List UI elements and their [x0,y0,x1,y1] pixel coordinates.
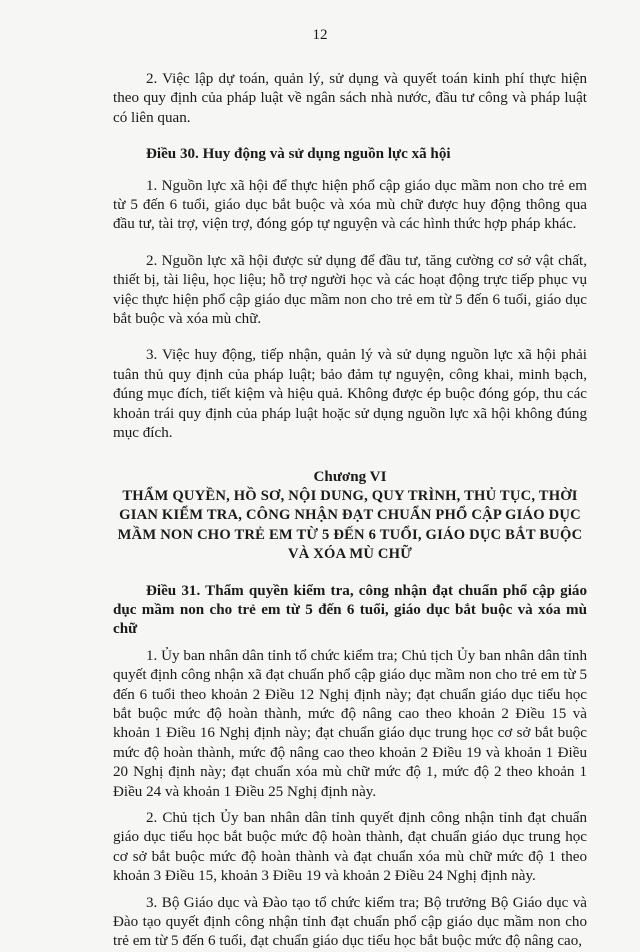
article-30-clause-3: 3. Việc huy động, tiếp nhận, quản lý và sử dụng nguồn lực xã hội phải tuân thủ quy định của pháp luật; bảo đảm tự nguyện, công khai, minh bạch, đúng mục đích, tiết kiệm và hiệu quả. Không được ép buộc đóng góp, thu các khoản trái quy định của pháp luật hoặc sử dụng nguồn lực xã hội không đúng mục đích. [113,347,587,442]
article-31-clause-1: 1. Ủy ban nhân dân tỉnh tổ chức kiểm tra; Chủ tịch Ủy ban nhân dân tỉnh quyết định công nhận xã đạt chuẩn phổ cập giáo dục mầm non cho trẻ em từ 5 đến 6 tuổi theo khoản 2 Điều 12 Nghị định này; đạt chuẩn giáo dục tiểu học bắt buộc mức độ hoàn thành, mức độ nâng cao theo khoản 2 Điều 15 và khoản 1 Điều 16 Nghị định này; đạt chuẩn giáo dục trung học cơ sở bắt buộc mức độ hoàn thành, mức độ nâng cao theo khoản 2 Điều 19 và khoản 1 Điều 20 Nghị định này; đạt chuẩn xóa mù chữ mức độ 1, mức độ 2 theo khoản 1 Điều 24 và khoản 1 Điều 25 Nghị định này. [113,647,587,800]
article-31-clause-2: 2. Chủ tịch Ủy ban nhân dân tỉnh quyết định công nhận tỉnh đạt chuẩn giáo dục tiểu học bắt buộc mức độ hoàn thành, đạt chuẩn giáo dục trung học cơ sở bắt buộc mức độ hoàn thành và đạt chuẩn xóa mù chữ mức độ 1 theo khoản 3 Điều 15, khoản 3 Điều 19 và khoản 2 Điều 24 Nghị định này. [113,810,587,885]
chapter-label: Chương VI [313,468,387,485]
paragraph-item-2: 2. Việc lập dự toán, quản lý, sử dụng và quyết toán kinh phí thực hiện theo quy định của pháp luật về ngân sách nhà nước, đầu tư công và pháp luật có liên quan. [113,71,587,126]
page-number: 12 [312,27,328,43]
article-30-heading: Điều 30. Huy động và sử dụng nguồn lực xã hội [146,146,451,163]
article-30-clause-2: 2. Nguồn lực xã hội được sử dụng để đầu tư, tăng cường cơ sở vật chất, thiết bị, tài liệu, học liệu; hỗ trợ người học và các hoạt động trực tiếp phục vụ việc thực hiện phổ cập giáo dục mầm non cho trẻ em từ 5 đến 6 tuổi, giáo dục bắt buộc và xóa mù chữ. [113,252,587,328]
document-body [113,70,587,952]
article-31-heading: Điều 31. Thẩm quyền kiểm tra, công nhận đạt chuẩn phổ cập giáo dục mầm non cho trẻ em từ 5 đến 6 tuổi, giáo dục bắt buộc và xóa mù chữ [113,582,587,638]
article-30-clause-1: 1. Nguồn lực xã hội để thực hiện phổ cập giáo dục mầm non cho trẻ em từ 5 đến 6 tuổi, giáo dục bắt buộc và xóa mù chữ được huy động thông qua đầu tư, tài trợ, viện trợ, đóng góp tự nguyện và các hình thức hợp pháp khác. [113,177,587,233]
chapter-title: THẨM QUYỀN, HỒ SƠ, NỘI DUNG, QUY TRÌNH, THỦ TỤC, THỜI GIAN KIỂM TRA, CÔNG NHẬN ĐẠT CHUẨN PHỔ CẬP GIÁO DỤC MẦM NON CHO TRẺ EM TỪ 5 ĐẾN 6 TUỔI, GIÁO DỤC BẮT BUỘC VÀ XÓA MÙ CHỮ [117,487,583,563]
article-31-clause-3: 3. Bộ Giáo dục và Đào tạo tổ chức kiểm tra; Bộ trưởng Bộ Giáo dục và Đào tạo quyết định công nhận tỉnh đạt chuẩn phổ cập giáo dục mầm non cho trẻ em từ 5 đến 6 tuổi, đạt chuẩn giáo dục tiểu học bắt buộc mức độ nâng cao, [113,894,587,950]
